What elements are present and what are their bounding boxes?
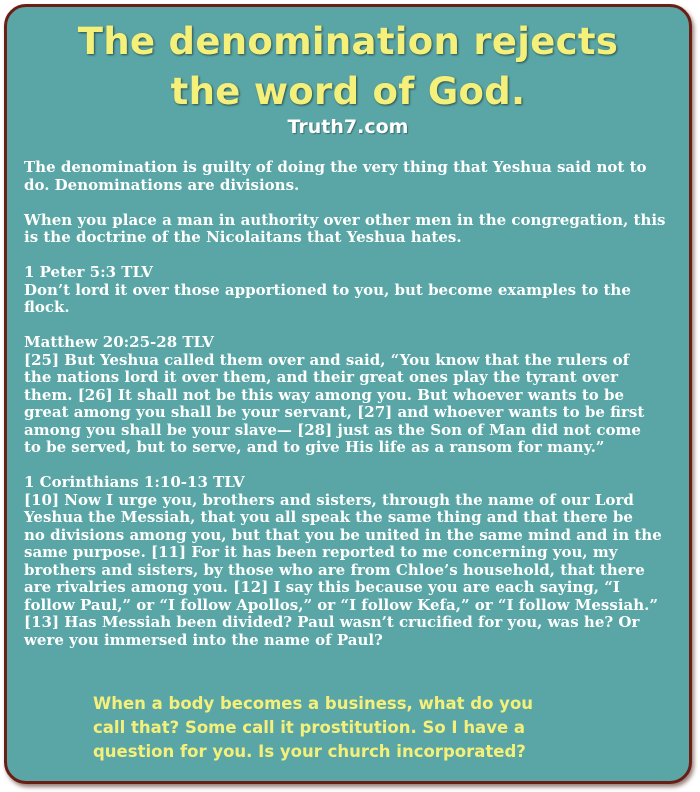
text-line: brothers and sisters, by those who are from Chloe’s household, that there (24, 560, 645, 579)
paragraph-nicolaitans (24, 212, 692, 247)
text-line: follow Paul,” or “I follow Apollos,” or “I follow Kefa,” or “I follow Messiah.” (24, 595, 658, 614)
poster-card (4, 4, 692, 784)
text-line: do. Denominations are divisions. (24, 175, 300, 194)
text-line: great among you shall be your servant, [27] and whoever wants to be first (24, 403, 645, 421)
footer-line: When a body becomes a business, what do you (93, 694, 534, 713)
text-line: among you shall be your slave— [28] just as the Son of Man did not come (24, 420, 641, 439)
text-line: is the doctrine of the Nicolaitans that Yeshua hates. (24, 228, 462, 246)
text-line: When you place a man in authority over other men in the congregation, this (24, 210, 666, 229)
text-line: the nations lord it over them, and their great ones play the tyrant over (24, 368, 619, 386)
footer-line: question for you. Is your church incorporated? (93, 742, 526, 761)
paragraph-matthew (24, 334, 692, 457)
body-text (24, 159, 692, 649)
paragraph-intro (24, 159, 692, 194)
paragraph-1-peter (24, 264, 692, 317)
text-line: no divisions among you, but that you be united in the same mind and in the (24, 525, 662, 544)
footer-line: call that? Some call it prostitution. So I have a (93, 718, 526, 737)
text-line: [25] But Yeshua called them over and said, “You know that the rulers of (24, 350, 630, 369)
verse-reference: 1 Peter 5:3 TLV (24, 263, 153, 281)
site-name: Truth7.com (287, 116, 409, 138)
text-line: Yeshua the Messiah, that you all speak the same thing and that there be (24, 508, 633, 526)
text-line: them. [26] It shall not be this way among you. But whoever wants to be (24, 385, 625, 404)
text-line: [10] Now I urge you, brothers and sisters, through the name of our Lord (24, 490, 634, 509)
text-line: to be served, but to serve, and to give His life as a ransom for many.” (24, 438, 605, 456)
closing-question (93, 692, 653, 764)
verse-reference: 1 Corinthians 1:10-13 TLV (24, 473, 245, 491)
text-line: Don’t lord it over those apportioned to you, but become examples to the (24, 280, 631, 299)
text-line: are rivalries among you. [12] I say this because you are each saying, “I (24, 578, 620, 596)
title-line-1: The denomination rejects (77, 20, 619, 63)
title-line-2: the word of God. (170, 70, 526, 113)
paragraph-1-corinthians (24, 474, 692, 649)
text-line: flock. (24, 298, 70, 316)
text-line: were you immersed into the name of Paul? (24, 630, 383, 649)
text-line: The denomination is guilty of doing the very thing that Yeshua said not to (24, 158, 647, 176)
text-line: same purpose. [11] For it has been reported to me concerning you, my (24, 543, 618, 561)
verse-reference: Matthew 20:25-28 TLV (24, 333, 214, 351)
text-line: [13] Has Messiah been divided? Paul wasn’t crucified for you, was he? Or (24, 613, 640, 631)
